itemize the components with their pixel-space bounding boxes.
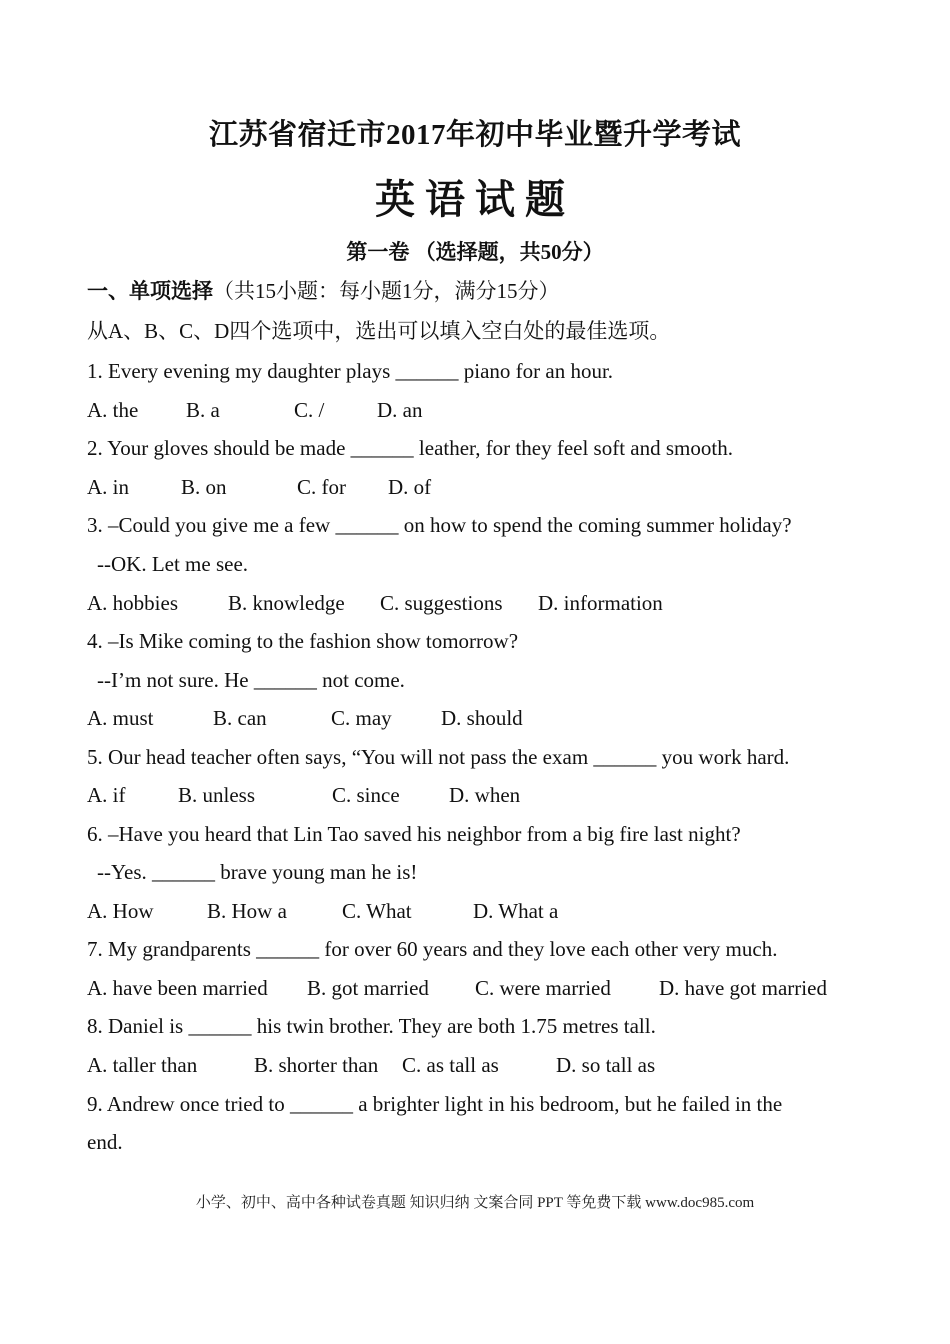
q5-option-a: A. if xyxy=(87,783,126,807)
q1-option-a: A. the xyxy=(87,398,139,422)
q3-option-a: A. hobbies xyxy=(87,591,178,615)
q2-option-c: C. for xyxy=(297,475,346,499)
exam-title: 江苏省宿迁市2017年初中毕业暨升学考试 xyxy=(208,119,741,151)
q4-option-c: C. may xyxy=(331,706,392,730)
question-6-stem: 6. –Have you heard that Lin Tao saved his neighbor from a big fire last night? xyxy=(87,822,741,846)
q6-option-c: C. What xyxy=(342,899,412,923)
question-6-reply: --Yes. ______ brave young man he is! xyxy=(97,860,418,884)
q7-option-a: A. have been married xyxy=(87,976,268,1000)
section-heading-note: （共15小题：每小题1分，满分15分） xyxy=(213,279,560,303)
q8-option-a: A. taller than xyxy=(87,1053,198,1077)
q6-option-d: D. What a xyxy=(473,899,559,923)
q6-option-a: A. How xyxy=(87,899,154,923)
q8-option-d: D. so tall as xyxy=(556,1053,656,1077)
question-9-stem: 9. Andrew once tried to ______ a brighter light in his bedroom, but he failed in the xyxy=(87,1092,783,1116)
q7-option-d: D. have got married xyxy=(659,976,827,1000)
section-heading xyxy=(87,277,560,305)
q7-option-c: C. were married xyxy=(475,976,611,1000)
q8-option-b: B. shorter than xyxy=(254,1053,379,1077)
question-9-stem-continued: end. xyxy=(87,1130,123,1154)
question-5-stem: 5. Our head teacher often says, “You will not pass the exam ______ you work hard. xyxy=(87,745,790,769)
question-1-stem: 1. Every evening my daughter plays ______ piano for an hour. xyxy=(87,359,614,383)
q3-option-d: D. information xyxy=(538,591,663,615)
q2-option-b: B. on xyxy=(181,475,227,499)
q2-option-d: D. of xyxy=(388,475,432,499)
page-footer: 小学、初中、高中各种试卷真题 知识归纳 文案合同 PPT 等免费下载 www.doc985.com xyxy=(195,1195,755,1211)
volume-title: 第一卷 （选择题，共50分） xyxy=(346,240,604,264)
q1-option-d: D. an xyxy=(377,398,423,422)
q1-option-b: B. a xyxy=(186,398,220,422)
q6-option-b: B. How a xyxy=(207,899,287,923)
question-4-reply: --I’m not sure. He ______ not come. xyxy=(97,668,405,692)
q5-option-d: D. when xyxy=(449,783,521,807)
q7-option-b: B. got married xyxy=(307,976,429,1000)
question-3-stem: 3. –Could you give me a few ______ on how to spend the coming summer holiday? xyxy=(87,513,792,537)
question-7-stem: 7. My grandparents ______ for over 60 years and they love each other very much. xyxy=(87,937,778,961)
q5-option-c: C. since xyxy=(332,783,400,807)
section-heading-label: 一、单项选择 xyxy=(87,279,213,303)
q4-option-a: A. must xyxy=(87,706,154,730)
q4-option-d: D. should xyxy=(441,706,523,730)
subject-title: 英语试题 xyxy=(375,177,575,222)
q3-option-b: B. knowledge xyxy=(228,591,345,615)
question-2-stem: 2. Your gloves should be made ______ leather, for they feel soft and smooth. xyxy=(87,436,733,460)
question-3-reply: --OK. Let me see. xyxy=(97,552,249,576)
q1-option-c: C. / xyxy=(294,398,325,422)
q5-option-b: B. unless xyxy=(178,783,256,807)
section-instruction: 从A、B、C、D四个选项中，选出可以填入空白处的最佳选项。 xyxy=(87,319,671,343)
question-4-stem: 4. –Is Mike coming to the fashion show tomorrow? xyxy=(87,629,519,653)
q3-option-c: C. suggestions xyxy=(380,591,503,615)
q4-option-b: B. can xyxy=(213,706,267,730)
q8-option-c: C. as tall as xyxy=(402,1053,499,1077)
question-8-stem: 8. Daniel is ______ his twin brother. They are both 1.75 metres tall. xyxy=(87,1014,656,1038)
q2-option-a: A. in xyxy=(87,475,129,499)
